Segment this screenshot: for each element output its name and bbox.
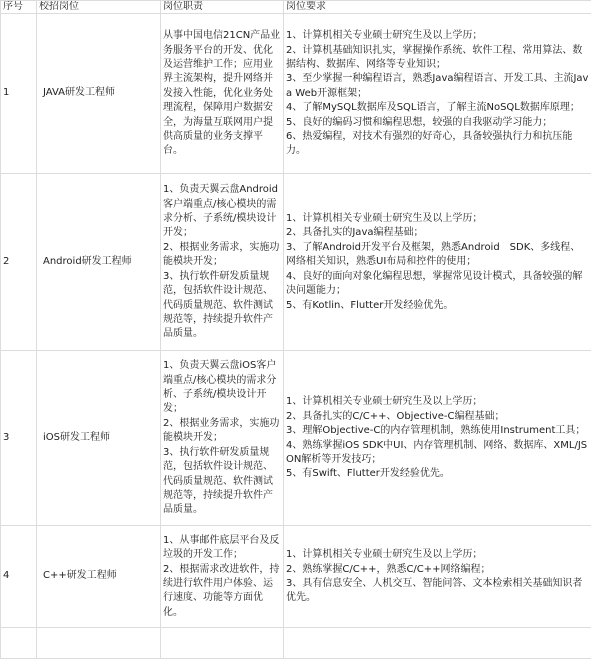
requirement-item: 6、热爱编程，对技术有强烈的好奇心，具备较强执行力和抗压能力。: [286, 130, 589, 159]
header-requirements: 岗位要求: [284, 1, 591, 14]
row-number: 1: [1, 14, 37, 174]
row-number: 3: [1, 351, 37, 526]
requirement-item: 2、具备扎实的C/C++、Objective-C编程基础；: [286, 410, 589, 424]
table-row-partial: [1, 628, 591, 659]
requirement-item: 1、计算机相关专业硕士研究生及以上学历；: [286, 212, 589, 226]
requirement-item: 5、有Kotlin、Flutter开发经验优先。: [286, 299, 589, 313]
table-row: [1, 14, 591, 174]
requirement-item: 2、计算机基础知识扎实，掌握操作系统、软件工程、常用算法、数据结构、数据库、网络等专业知识；: [286, 44, 589, 73]
requirement-item: 1、计算机相关专业硕士研究生及以上学历；: [286, 395, 589, 409]
position-name: iOS研发工程师: [37, 351, 161, 526]
row-number: 2: [1, 174, 37, 351]
requirements-cell: [284, 174, 591, 351]
table-header-row: [1, 1, 591, 14]
requirement-item: 3、具有信息安全、人机交互、智能问答、文本检索相关基础知识者优先。: [286, 577, 589, 606]
header-position: 校招岗位: [37, 1, 161, 14]
empty-cell: [37, 628, 161, 659]
requirement-item: 3、理解Objective-C的内存管理机制，熟练使用Instrument工具；: [286, 424, 589, 438]
requirement-item: 5、良好的编码习惯和编程思想，较强的自我驱动学习能力；: [286, 116, 589, 130]
requirement-item: 4、良好的面向对象化编程思想，掌握常见设计模式，具备较强的解决问题能力；: [286, 270, 589, 299]
empty-cell: [161, 628, 284, 659]
requirements-cell: [284, 14, 591, 174]
requirement-item: 2、熟练掌握C/C++，熟悉C/C++网络编程；: [286, 563, 589, 577]
responsibility-item: 1、负责天翼云盘iOS客户端重点/核心模块的需求分析、子系统/模块设计开发；: [163, 359, 281, 417]
requirement-item: 4、了解MySQL数据库及SQL语言，了解主流NoSQL数据库原理；: [286, 101, 589, 115]
responsibility-item: 1、负责天翼云盘Android客户端重点/核心模块的需求分析、子系统/模块设计开发；: [163, 183, 281, 241]
empty-cell: [284, 628, 591, 659]
position-name: JAVA研发工程师: [37, 14, 161, 174]
requirements-cell: [284, 526, 591, 628]
responsibility-item: 从事中国电信21CN产品业务服务平台的开发、优化及运营维护工作；应用业界主流架构，提升网络并发接入性能，优化业务处理流程，保障用户数据安全，为海量互联网用户提供高质量的业务支撑平台。: [163, 29, 281, 159]
requirement-item: 2、具备扎实的Java编程基础；: [286, 226, 589, 240]
row-number: 4: [1, 526, 37, 628]
requirement-item: 1、计算机相关专业硕士研究生及以上学历；: [286, 29, 589, 43]
table-row: [1, 526, 591, 628]
responsibility-item: 2、根据业务需求，实施功能模块开发；: [163, 417, 281, 446]
header-no: 序号: [1, 1, 37, 14]
requirement-item: 4、熟练掌握iOS SDK中UI、内存管理机制、网络、数据库、XML/JSON解析等开发技巧；: [286, 439, 589, 468]
responsibilities-cell: [161, 526, 284, 628]
requirement-item: 1、计算机相关专业硕士研究生及以上学历；: [286, 548, 589, 562]
responsibility-item: 3、执行软件研发质量规范，包括软件设计规范、代码质量规范、软件测试规范等，持续提升软件产品质量。: [163, 446, 281, 518]
responsibility-item: 2、根据业务需求，实施功能模块开发；: [163, 241, 281, 270]
table-row: [1, 351, 591, 526]
position-name: Android研发工程师: [37, 174, 161, 351]
responsibilities-cell: [161, 14, 284, 174]
requirements-cell: [284, 351, 591, 526]
responsibilities-cell: [161, 351, 284, 526]
empty-cell: [1, 628, 37, 659]
responsibility-item: 2、根据需求改进软件，持续进行软件用户体验、运行速度、功能等方面优化。: [163, 563, 281, 621]
requirement-item: 5、有Swift、Flutter开发经验优先。: [286, 467, 589, 481]
requirement-item: 3、了解Android开发平台及框架，熟悉Android SDK、多线程、网络相关知识，熟悉UI布局和控件的使用；: [286, 241, 589, 270]
responsibility-item: 3、执行软件研发质量规范，包括软件设计规范、代码质量规范、软件测试规范等，持续提升软件产品质量。: [163, 270, 281, 342]
position-name: C++研发工程师: [37, 526, 161, 628]
responsibilities-cell: [161, 174, 284, 351]
header-responsibilities: 岗位职责: [161, 1, 284, 14]
requirement-item: 3、至少掌握一种编程语言，熟悉Java编程语言、开发工具、主流Java Web开源框架；: [286, 72, 589, 101]
table-row: [1, 174, 591, 351]
responsibility-item: 1、从事邮件底层平台及反垃圾的开发工作；: [163, 534, 281, 563]
